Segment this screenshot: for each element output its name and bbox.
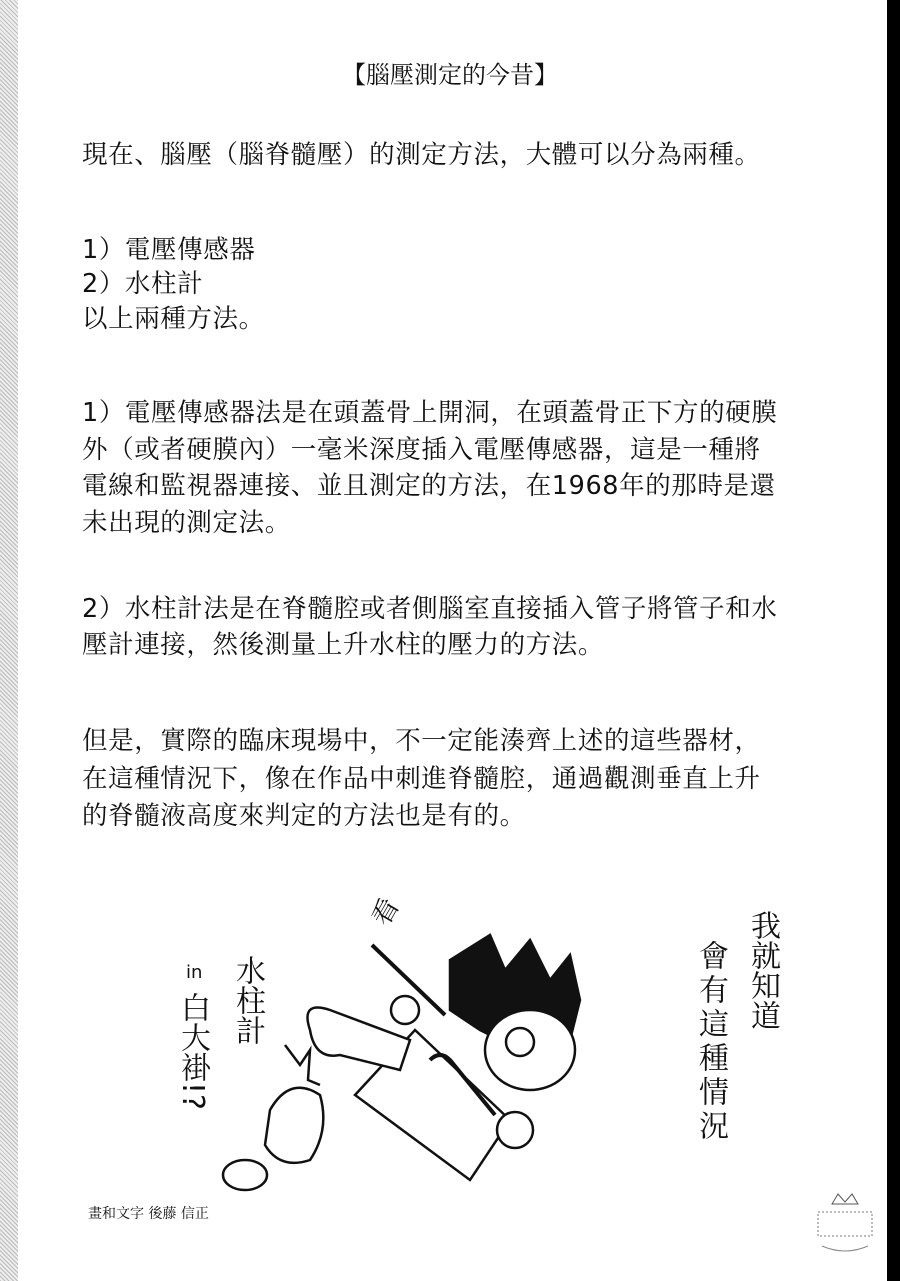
page-edge-black <box>887 0 900 1281</box>
speech-right-2: 會有這種情況 <box>693 940 728 1144</box>
page-edge-hatching <box>0 0 18 1281</box>
list-item: 1）電壓傳感器 <box>82 235 256 265</box>
paragraph-3-line: 但是，實際的臨床現場中，不一定能湊齊上述的這些器材， <box>82 726 761 756</box>
paragraph-2-line: 2）水柱計法是在脊髓腔或者側腦室直接插入管子將管子和水 <box>82 594 778 624</box>
hand <box>391 996 419 1024</box>
speech-right-1: 我就知道 <box>745 910 780 1030</box>
anger-mark <box>285 1045 320 1085</box>
paragraph-1-line: 1）電壓傳感器法是在頭蓋骨上開洞，在頭蓋骨正下方的硬膜 <box>82 398 778 428</box>
page-title: 【腦壓測定的今昔】 <box>342 61 558 89</box>
small-character <box>265 1088 323 1163</box>
speech-left-2: 白大褂!? <box>175 992 210 1110</box>
speech-left-in: in <box>186 962 203 983</box>
author-credit: 畫和文字 後藤 信正 <box>88 1206 209 1222</box>
paragraph-1-line: 電線和監視器連接、並且測定的方法，在1968年的那時是還 <box>82 471 776 501</box>
paragraph-3-line: 在這種情況下，像在作品中刺進脊髓腔，通過觀測垂直上升 <box>82 764 761 794</box>
list-item: 2）水柱計 <box>82 269 204 299</box>
speech-look: 看 <box>364 893 403 933</box>
paragraph-3-line: 的脊髓液高度來判定的方法也是有的。 <box>82 801 526 831</box>
list-item: 以上兩種方法。 <box>82 304 265 334</box>
paragraph-1-line: 外（或者硬膜內）一毫米深度插入電壓傳感器，這是一種將 <box>82 435 761 465</box>
fallen-character <box>223 1160 267 1190</box>
speech-left-1: 水柱計 <box>230 955 265 1045</box>
logo-crown-icon <box>812 1190 878 1260</box>
paragraph-2-line: 壓計連接，然後測量上升水柱的壓力的方法。 <box>82 630 605 660</box>
scanlation-logo <box>812 1190 878 1260</box>
intro-text: 現在、腦壓（腦脊髓壓）的測定方法，大體可以分為兩種。 <box>82 140 761 170</box>
paragraph-1-line: 未出現的測定法。 <box>82 508 291 538</box>
hand <box>497 1112 533 1148</box>
